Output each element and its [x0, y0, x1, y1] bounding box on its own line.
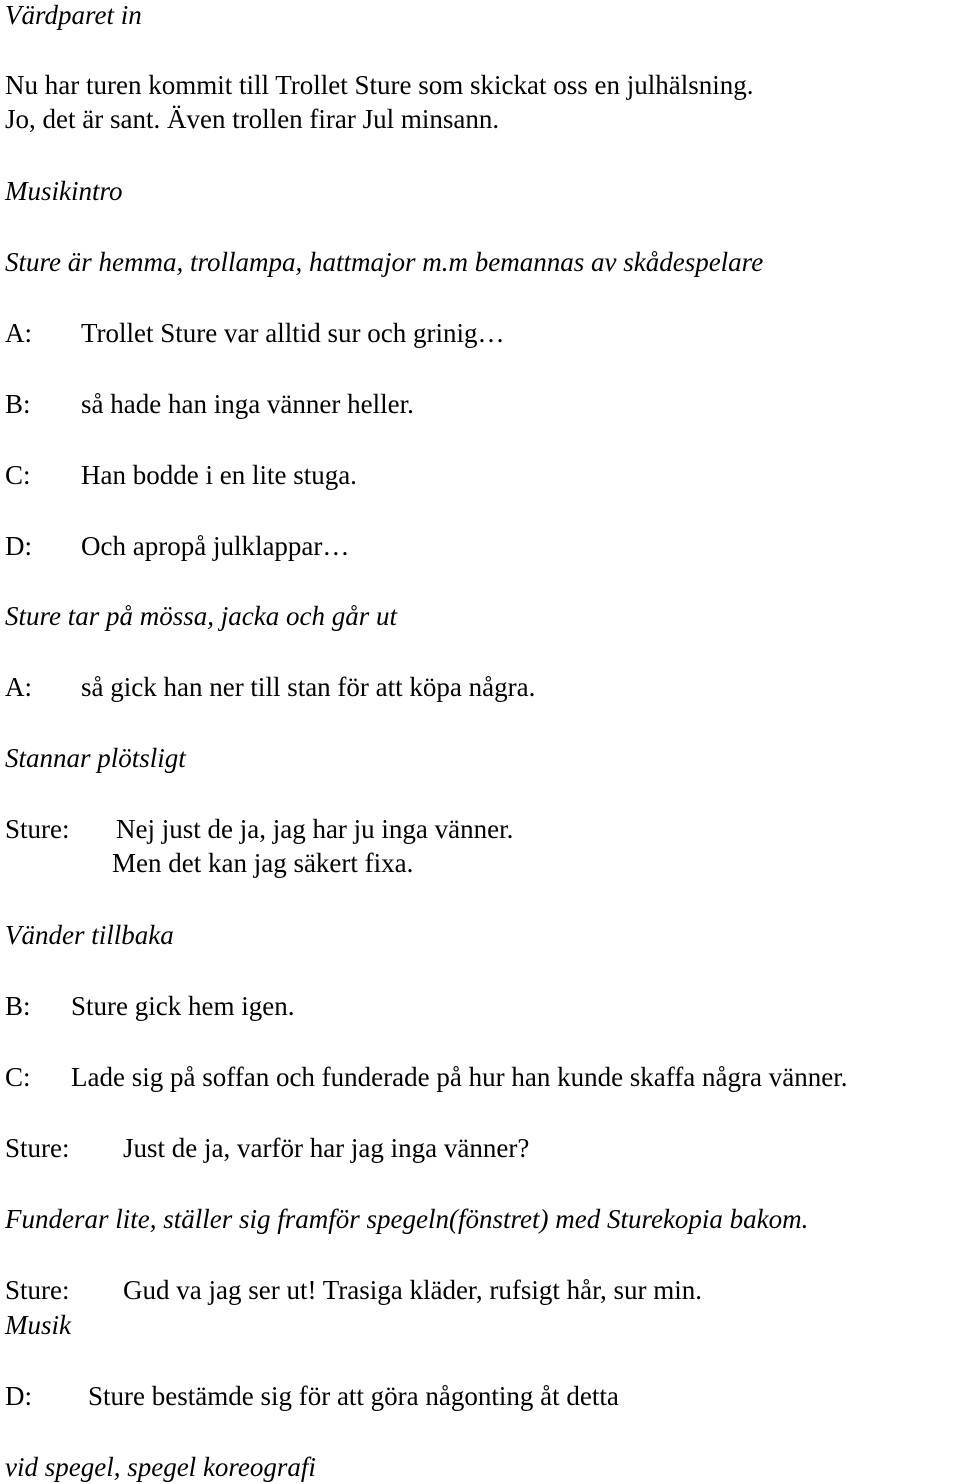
speaker-label: A: — [5, 672, 32, 702]
dialogue-text: så gick han ner till stan för att köpa några. — [81, 672, 536, 702]
stage-direction: Värdparet in — [5, 0, 142, 30]
dialogue-text: Just de ja, varför har jag inga vänner? — [123, 1133, 530, 1163]
dialogue-text: så hade han inga vänner heller. — [81, 389, 414, 419]
speaker-label: A: — [5, 318, 32, 348]
speaker-label: Sture: — [5, 1275, 70, 1305]
dialogue-text: Lade sig på soffan och funderade på hur han kunde skaffa några vänner. — [71, 1062, 848, 1092]
stage-direction: Musikintro — [5, 176, 123, 206]
dialogue-text: Sture gick hem igen. — [71, 991, 295, 1021]
speaker-label: D: — [5, 531, 32, 561]
dialogue-text: Och apropå julklappar… — [81, 531, 350, 561]
dialogue-text: Sture bestämde sig för att göra någonting åt detta — [88, 1381, 619, 1411]
speaker-label: D: — [5, 1381, 32, 1411]
stage-direction: Sture är hemma, trollampa, hattmajor m.m bemannas av skådespelare — [5, 247, 764, 277]
dialogue-text: Gud va jag ser ut! Trasiga kläder, rufsigt hår, sur min. — [123, 1275, 702, 1305]
stage-direction: Funderar lite, ställer sig framför spegeln(fönstret) med Sturekopia bakom. — [5, 1204, 809, 1234]
speaker-label: B: — [5, 389, 31, 419]
dialogue-text: Nej just de ja, jag har ju inga vänner. — [116, 814, 514, 844]
speaker-label: Sture: — [5, 814, 70, 844]
stage-direction: Musik — [5, 1310, 71, 1340]
host-line: Jo, det är sant. Även trollen firar Jul minsann. — [5, 104, 500, 134]
speaker-label: C: — [5, 1062, 31, 1092]
dialogue-text: Han bodde i en lite stuga. — [81, 460, 357, 490]
stage-direction: Sture tar på mössa, jacka och går ut — [5, 601, 397, 631]
speaker-label: Sture: — [5, 1133, 70, 1163]
stage-direction: vid spegel, spegel koreografi — [5, 1452, 316, 1482]
stage-direction: Stannar plötsligt — [5, 743, 186, 773]
speaker-label: B: — [5, 991, 31, 1021]
dialogue-text: Trollet Sture var alltid sur och grinig… — [81, 318, 505, 348]
dialogue-text: Men det kan jag säkert fixa. — [112, 848, 414, 878]
speaker-label: C: — [5, 460, 31, 490]
stage-direction: Vänder tillbaka — [5, 920, 174, 950]
host-line: Nu har turen kommit till Trollet Sture som skickat oss en julhälsning. — [5, 70, 754, 100]
